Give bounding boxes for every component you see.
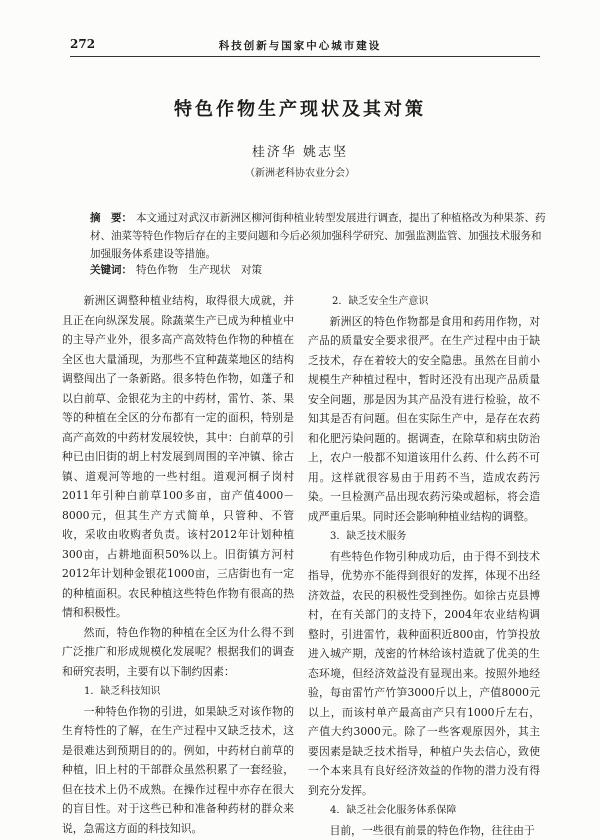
abstract: [90, 209, 550, 263]
body-paragraph: 新洲区调整种植业结构，取得很大成就，并且正在向纵深发展。除蔬菜生产已成为种植业中的主导产业外，很多高产高效特色作物的种植在全区也大量涌现，为那些不宜种蔬菜地区的结构调整闯出了一条新路。很多特色作物，如蓬子和以白前草、金银花为主的中药材，雷竹、茶、果等的种植在全区的分布都有一定的面积，特别是高产高效的中药材发展较快，其中：白前草的引种已由旧街的胡上村发展到周围的辛冲镇、徐古镇、道观河等地的一些村组。道观河桐子岗村2011年引种白前草100多亩，亩产值4000－8000元，但其生产方式简单，只管种、不管收，采收由收购者负责。该村2012年计划种植300亩，占耕地面积50%以上。旧街镇方河村2012年计划种金银花1000亩，三店街也有一定的种植面积。农民种植这些特色作物有很高的热情和积极性。: [62, 291, 294, 623]
running-title: 科技创新与国家中心城市建设: [0, 38, 600, 53]
section-heading: 1．缺乏科技知识: [62, 682, 294, 702]
abstract-text: 本文通过对武汉市新洲区柳河街种植业转型发展进行调查，提出了种植格改为种果茶、药材、油菜等特色作物后存在的主要问题和今后必须加强科学研究、加强监测监管、加强技术服务和加强服务体系建设等措施。: [90, 212, 546, 260]
keywords-label: 关键词：: [90, 264, 132, 276]
keywords: [90, 262, 550, 277]
keywords-list: 特色作物 生产现状 对策: [136, 264, 262, 276]
section-heading: 4．缺乏社会化服务体系保障: [308, 801, 540, 821]
page-number: 272: [70, 37, 95, 51]
right-column: [308, 291, 540, 840]
header-rule: [70, 56, 540, 57]
section-heading: 3．缺乏技术服务: [308, 527, 540, 547]
body-paragraph: 新洲区的特色作物都是食用和药用作物，对产品的质量安全要求很严。在生产过程中由于缺乏技术，存在着较大的安全隐患。虽然在目前小规模生产种植过程中，暂时还没有出现产品质量安全问题，那是因为其产品没有进行检验，故不知其是否有问题。但在实际生产中，是存在农药和化肥污染问题的。据调查，在除草和病虫防治上，农户一般都不知道该用什么药、什么药不可用。这样就很容易由于用药不当，造成农药污染。一旦检测产品出现农药污染或超标，将会造成严重后果。同时还会影响种植业结构的调整。: [308, 312, 540, 527]
body-paragraph: 然而，特色作物的种植在全区为什么得不到广泛推广和形成规模化发展呢？根据我们的调查和研究表明，主要有以下制约因素：: [62, 623, 294, 682]
left-column: [62, 291, 294, 838]
body-paragraph: 有些特色作物引种成功后，由于得不到技术指导，优势亦不能得到很好的发挥，体现不出经济效益，农民的积极性受到挫伤。如徐古克县博村，在有关部门的支持下，2004年农业结构调整时，引进雷竹，栽种面积近800亩，竹笋投放进入城产期，茂密的竹林给该村造就了优美的生态环境，但经济效益没有显现出来。按照外地经验，每亩雷竹产竹笋3000斤以上，产值8000元以上，而该村单产最高亩产只有1000斤左右，产值大约3000元。除了一些客观原因外，其主要因素是缺乏技术指导，种植户失去信心，致使一个本来具有良好经济效益的作物的潜力没有得到充分发挥。: [308, 547, 540, 801]
article-affiliation: （新洲老科协农业分会）: [0, 164, 600, 179]
article-title: 特色作物生产现状及其对策: [0, 95, 600, 121]
section-heading: 2．缺乏安全生产意识: [308, 292, 540, 312]
body-paragraph: 目前，一些很有前景的特色作物，往往由于: [308, 821, 540, 840]
abstract-label: 摘 要：: [90, 212, 132, 224]
body-paragraph: 一种特色作物的引进，如果缺乏对该作物的生育特性的了解，在生产过程中又缺乏技术，这是很难达到预期目的的。例如，中药材白前草的种植，旧上村的干部群众虽然积累了一套经验，但在技术上仍不成熟。在操作过程中亦存在很大的盲目性。对于这些已种和准备种药材的群众来说，急需这方面的科技知识。: [62, 702, 294, 839]
article-authors: 桂济华 姚志坚: [0, 141, 600, 160]
